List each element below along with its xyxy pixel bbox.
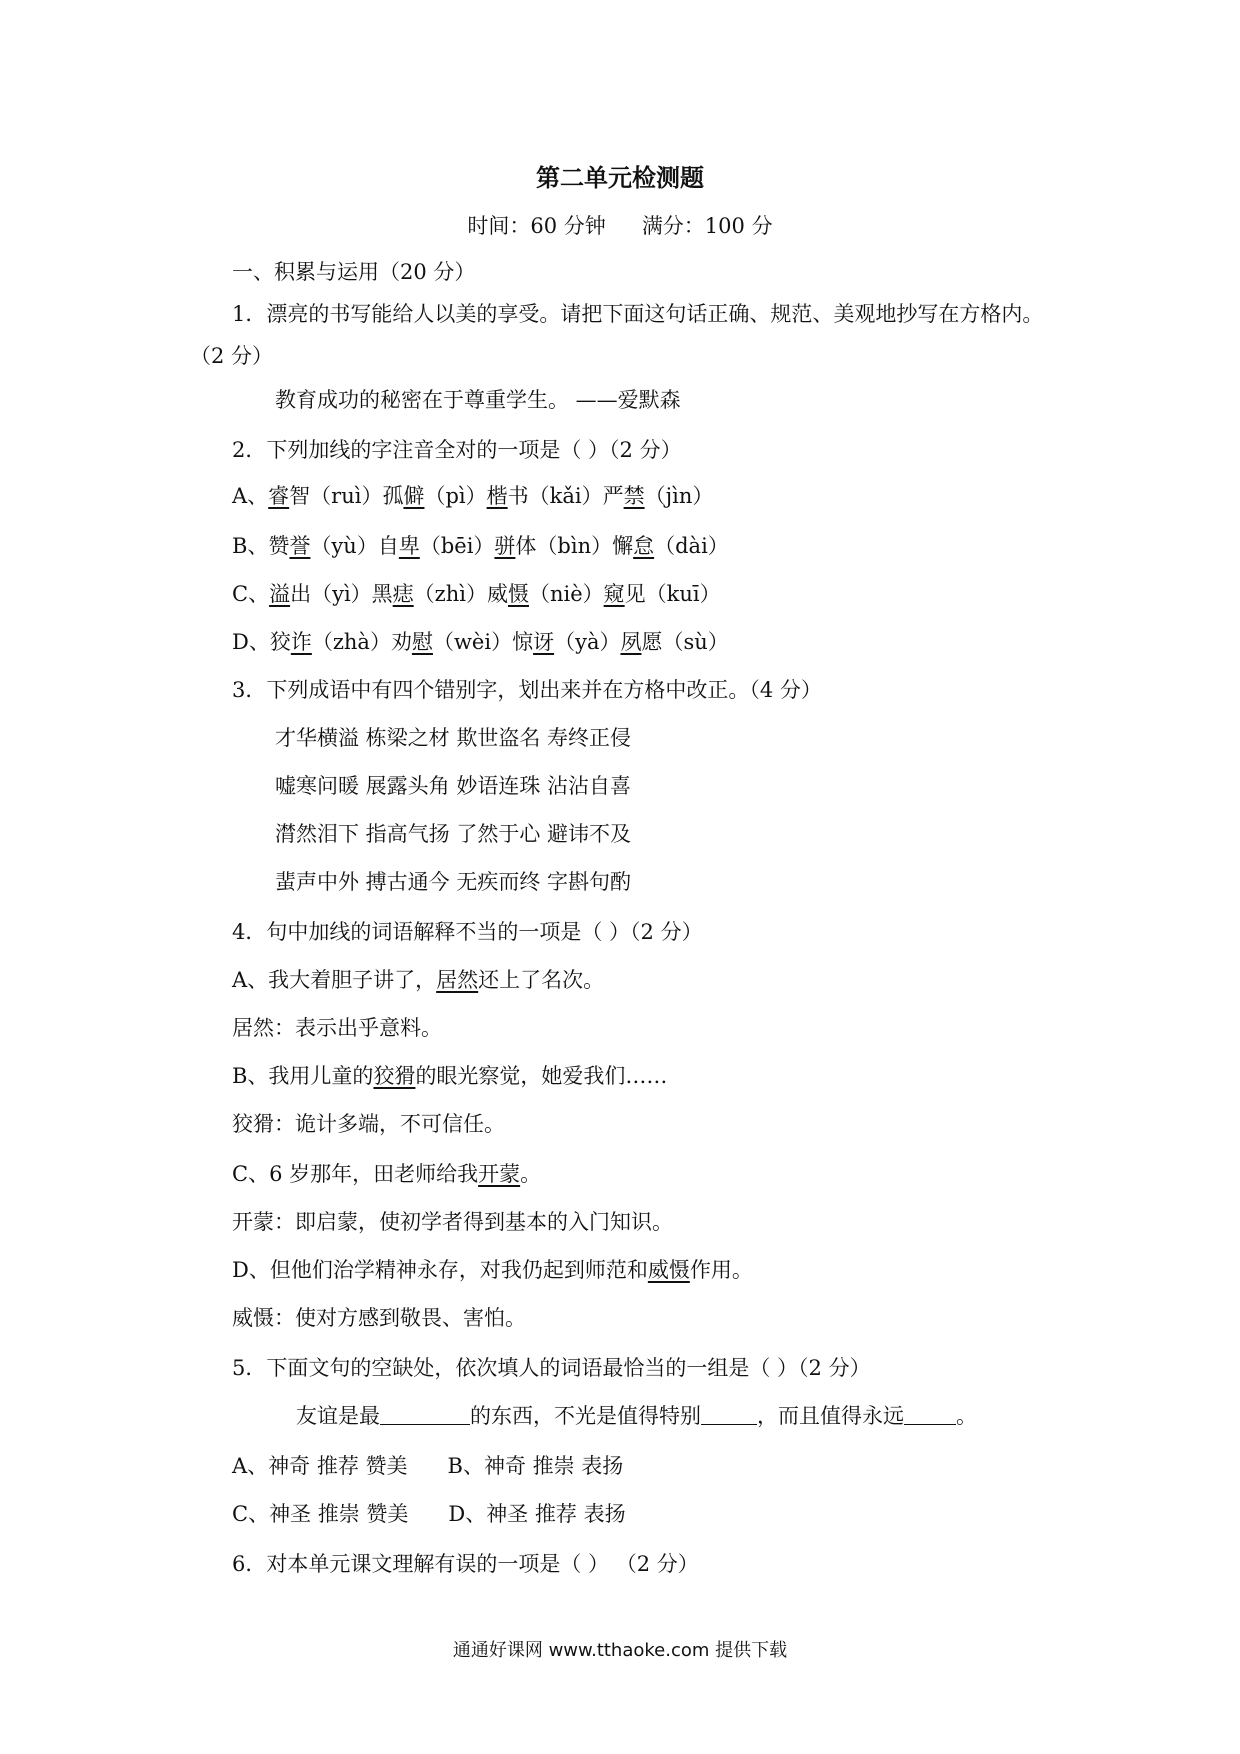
q2-option-b xyxy=(232,532,729,560)
footer-credit: 通通好课网 www.tthaoke.com 提供下载 xyxy=(452,1640,788,1661)
text-segment: 。 xyxy=(956,1404,977,1428)
q5-sentence xyxy=(296,1402,977,1430)
text-segment: 见（kuī） xyxy=(624,582,721,606)
q4-option-b xyxy=(232,1062,667,1090)
q5-options-row-1 xyxy=(232,1452,623,1480)
underlined-char: 怠 xyxy=(633,534,655,558)
underlined-char: 睿 xyxy=(268,484,290,508)
answer-blank xyxy=(701,1402,757,1425)
text-segment: （zhà）劝 xyxy=(311,630,412,654)
answer-blank xyxy=(904,1402,956,1425)
underlined-char: 禁 xyxy=(623,484,645,508)
text-segment: （jìn） xyxy=(644,484,714,508)
q5-option-b: B、神奇 推崇 表扬 xyxy=(447,1454,624,1478)
text-segment: （niè） xyxy=(528,582,604,606)
underlined-word: 开蒙 xyxy=(478,1162,521,1186)
answer-blank xyxy=(380,1402,470,1425)
text-segment: ，而且值得永远 xyxy=(757,1404,904,1428)
q4-option-a xyxy=(232,966,604,994)
underlined-char: 慑 xyxy=(507,582,529,606)
text-segment: 还上了名次。 xyxy=(478,968,605,992)
underlined-char: 溢 xyxy=(269,582,291,606)
q4-explanation-a: 居然：表示出乎意料。 xyxy=(232,1016,442,1040)
idiom-row: 蜚声中外 搏古通今 无疾而终 字斟句酌 xyxy=(275,870,632,894)
text-segment: 的眼光察觉，她爱我们…… xyxy=(415,1064,668,1088)
question-1-points: （2 分） xyxy=(190,344,274,368)
question-4: 4．句中加线的词语解释不当的一项是（ ）（2 分） xyxy=(232,920,703,944)
text-segment: 愿（sù） xyxy=(641,630,729,654)
underlined-char: 楷 xyxy=(486,484,508,508)
text-segment: （yà） xyxy=(554,630,621,654)
q5-option-a: A、神奇 推荐 赞美 xyxy=(232,1454,408,1478)
q4-explanation-c: 开蒙：即启蒙，使初学者得到基本的入门知识。 xyxy=(232,1210,673,1234)
question-1: 1．漂亮的书写能给人以美的享受。请把下面这句话正确、规范、美观地抄写在方格内。 xyxy=(232,302,1044,326)
underlined-word: 狡猾 xyxy=(373,1064,416,1088)
question-2: 2．下列加线的字注音全对的一项是（ ）（2 分） xyxy=(232,438,682,462)
text-segment: 。 xyxy=(520,1162,542,1186)
q4-option-d xyxy=(232,1256,753,1284)
q2-option-a xyxy=(232,482,713,510)
question-3: 3．下列成语中有四个错别字，划出来并在方格中改正。（4 分） xyxy=(232,678,822,702)
exam-time: 时间：60 分钟 xyxy=(467,214,606,238)
idiom-row: 才华横溢 栋梁之材 欺世盗名 寿终正侵 xyxy=(275,726,632,750)
q2-option-d xyxy=(232,628,729,656)
idiom-row: 嘘寒问暖 展露头角 妙语连珠 沾沾自喜 xyxy=(275,774,632,798)
underlined-word: 威慑 xyxy=(647,1258,690,1282)
underlined-char: 誉 xyxy=(289,534,311,558)
underlined-char: 僻 xyxy=(403,484,425,508)
section-heading: 一、积累与运用（20 分） xyxy=(232,260,476,284)
q4-option-c xyxy=(232,1160,541,1188)
text-segment: 体（bìn）懈 xyxy=(515,534,634,558)
q4-explanation-d: 威慑：使对方感到敬畏、害怕。 xyxy=(232,1306,526,1330)
q5-option-d: D、神圣 推荐 表扬 xyxy=(448,1502,626,1526)
underlined-char: 夙 xyxy=(620,630,642,654)
underlined-char: 讶 xyxy=(533,630,555,654)
text-segment: 智（ruì）孤 xyxy=(289,484,404,508)
text-segment: （bēi） xyxy=(419,534,495,558)
text-segment: B、我用儿童的 xyxy=(232,1064,374,1088)
underlined-word: 居然 xyxy=(436,968,479,992)
q5-options-row-2 xyxy=(232,1500,626,1528)
question-6: 6．对本单元课文理解有误的一项是（ ） （2 分） xyxy=(232,1552,699,1576)
underlined-char: 骈 xyxy=(494,534,516,558)
underlined-char: 窥 xyxy=(603,582,625,606)
text-segment: 友谊是最 xyxy=(296,1404,380,1428)
question-1-quote: 教育成功的秘密在于尊重学生。 ——爱默森 xyxy=(275,388,681,412)
text-segment: 作用。 xyxy=(689,1258,753,1282)
text-segment: C、6 岁那年，田老师给我 xyxy=(232,1162,479,1186)
text-segment: D、狡 xyxy=(232,630,291,654)
text-segment: 书（kǎi）严 xyxy=(507,484,624,508)
exam-info xyxy=(0,210,1240,240)
q4-explanation-b: 狡猾：诡计多端，不可信任。 xyxy=(232,1112,505,1136)
text-segment: （yù）自 xyxy=(310,534,399,558)
q5-option-c: C、神圣 推崇 赞美 xyxy=(232,1502,409,1526)
underlined-char: 卑 xyxy=(398,534,420,558)
text-segment: C、 xyxy=(232,582,270,606)
idiom-row: 潸然泪下 指高气扬 了然于心 避讳不及 xyxy=(275,822,632,846)
q2-option-c xyxy=(232,580,721,608)
text-segment: （wèi）惊 xyxy=(432,630,534,654)
underlined-char: 慰 xyxy=(411,630,433,654)
text-segment: 出（yì）黑 xyxy=(290,582,393,606)
text-segment: 的东西，不光是值得特别 xyxy=(470,1404,701,1428)
text-segment: （dài） xyxy=(654,534,729,558)
text-segment: （zhì）威 xyxy=(413,582,508,606)
text-segment: B、赞 xyxy=(232,534,290,558)
underlined-char: 诈 xyxy=(290,630,312,654)
text-segment: A、我大着胆子讲了， xyxy=(232,968,437,992)
text-segment: （pì） xyxy=(424,484,487,508)
text-segment: D、但他们治学精神永存，对我仍起到师范和 xyxy=(232,1258,648,1282)
exam-score: 满分：100 分 xyxy=(641,214,773,238)
text-segment: A、 xyxy=(232,484,269,508)
page-title: 第二单元检测题 xyxy=(536,164,704,192)
underlined-char: 痣 xyxy=(392,582,414,606)
question-5: 5．下面文句的空缺处，依次填人的词语最恰当的一组是（ ）（2 分） xyxy=(232,1356,871,1380)
